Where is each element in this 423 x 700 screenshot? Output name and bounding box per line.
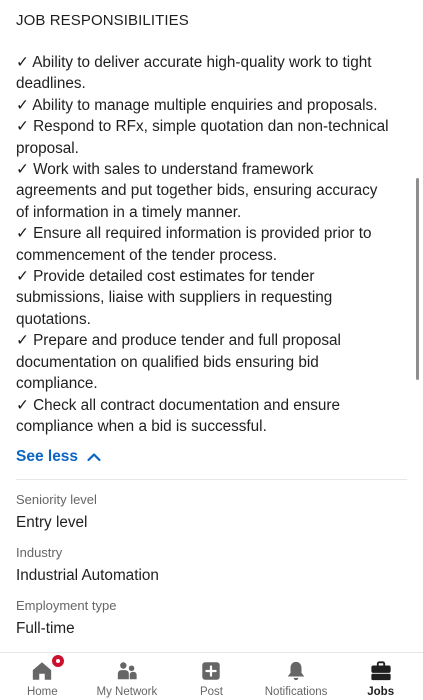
description-line: compliance. (16, 375, 98, 393)
description-line: quotations. (16, 310, 91, 328)
tab-home[interactable] (0, 653, 85, 700)
tab-label: Post (199, 686, 223, 698)
description-line: ✓ Prepare and produce tender and full proposal (16, 332, 341, 350)
home-icon (30, 659, 54, 683)
job-criteria (16, 491, 407, 668)
description-line: agreements and put together bids, ensuring accuracy (16, 182, 378, 200)
description-line: ✓ Work with sales to understand framework (16, 161, 314, 179)
description-line: documentation on qualified bids ensuring bid (16, 353, 319, 371)
criteria-value: Industrial Automation (16, 567, 159, 585)
tab-label: Notifications (264, 686, 328, 698)
post-icon (199, 659, 223, 683)
tab-label: My Network (96, 686, 158, 698)
job-description (16, 52, 407, 437)
briefcase-icon (369, 659, 393, 683)
description-line: compliance when a bid is successful. (16, 417, 267, 435)
description-line: deadlines. (16, 75, 86, 93)
notification-badge (50, 653, 66, 669)
criteria-value: Entry level (16, 514, 88, 532)
criteria-value: Full-time (16, 620, 75, 638)
description-line: ✓ Check all contract documentation and ensure (16, 396, 341, 414)
description-line: proposal. (16, 139, 79, 157)
see-less-label: See less (16, 448, 79, 466)
tab-label: Jobs (367, 686, 395, 698)
bottom-tab-bar (0, 652, 423, 700)
divider (16, 479, 407, 480)
chevron-up-icon (86, 449, 102, 465)
tab-post[interactable] (169, 653, 254, 700)
scrollbar[interactable] (416, 178, 419, 380)
criteria-label: Seniority level (16, 492, 97, 508)
tab-jobs[interactable] (338, 653, 423, 700)
bell-icon (284, 659, 308, 683)
see-less-button[interactable] (16, 446, 102, 468)
criteria-item-seniority (16, 491, 407, 533)
tab-notifications[interactable] (254, 653, 339, 700)
description-line: ✓ Ability to manage multiple enquiries and proposals. (16, 96, 378, 114)
description-line: commencement of the tender process. (16, 246, 278, 264)
criteria-item-employment-type (16, 597, 407, 639)
description-line: of information in a timely manner. (16, 203, 242, 221)
description-line: ✓ Ability to deliver accurate high-quality work to tight (16, 54, 372, 71)
description-line: submissions, liaise with suppliers in requesting (16, 289, 333, 307)
section-title: JOB RESPONSIBILITIES (16, 12, 189, 29)
my-network-icon (115, 659, 139, 683)
tab-my-network[interactable] (85, 653, 170, 700)
criteria-label: Industry (16, 545, 63, 561)
description-line: ✓ Ensure all required information is provided prior to (16, 225, 372, 243)
criteria-item-industry (16, 544, 407, 586)
description-line: ✓ Provide detailed cost estimates for tender (16, 268, 315, 286)
criteria-label: Employment type (16, 598, 117, 614)
tab-label: Home (26, 686, 58, 698)
description-line: ✓ Respond to RFx, simple quotation dan non-technical (16, 118, 389, 136)
